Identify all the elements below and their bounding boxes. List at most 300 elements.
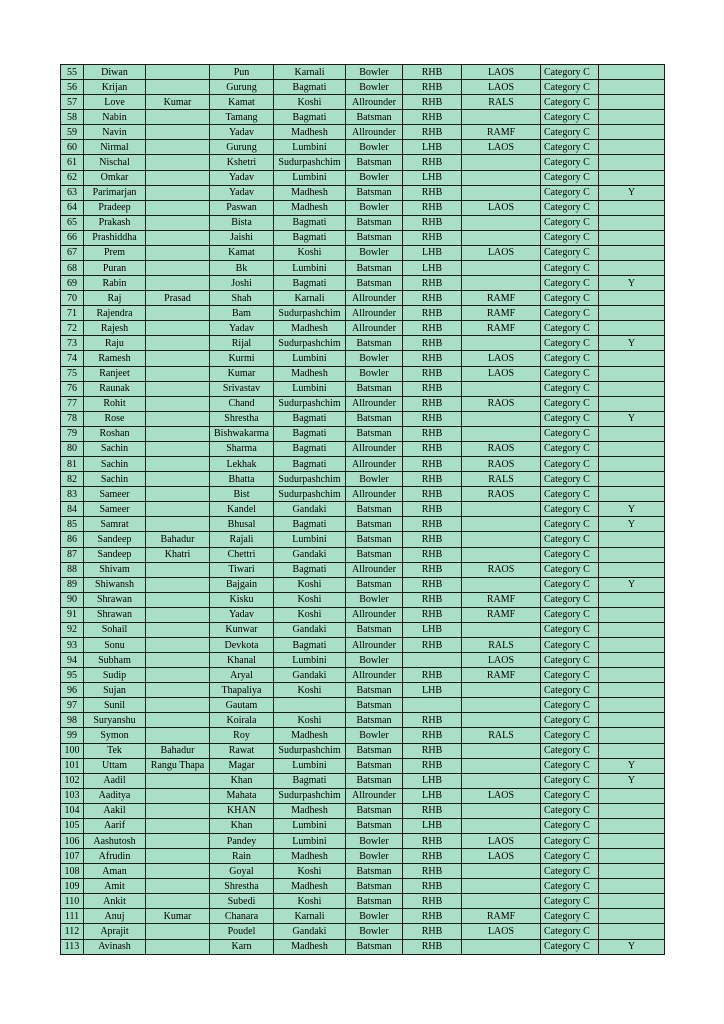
cell-no: 80 xyxy=(61,441,84,456)
cell-first-name: Diwan xyxy=(84,65,146,80)
cell-no: 66 xyxy=(61,230,84,245)
cell-category: Category C xyxy=(541,170,599,185)
cell-last-name: Tiwari xyxy=(210,562,274,577)
cell-batting: LHB xyxy=(403,261,462,276)
cell-flag xyxy=(599,653,665,668)
cell-no: 63 xyxy=(61,185,84,200)
cell-province: Koshi xyxy=(274,95,346,110)
cell-last-name: Bishwakarma xyxy=(210,426,274,441)
cell-first-name: Aakil xyxy=(84,803,146,818)
cell-first-name: Amit xyxy=(84,879,146,894)
cell-bowling: LAOS xyxy=(462,80,541,95)
cell-role: Allrounder xyxy=(346,668,403,683)
cell-batting: RHB xyxy=(403,894,462,909)
table-row xyxy=(61,170,665,185)
cell-no: 74 xyxy=(61,351,84,366)
cell-batting: RHB xyxy=(403,185,462,200)
cell-first-name: Symon xyxy=(84,728,146,743)
cell-bowling xyxy=(462,547,541,562)
cell-last-name: Devkota xyxy=(210,637,274,652)
cell-category: Category C xyxy=(541,833,599,848)
cell-flag xyxy=(599,532,665,547)
cell-province: Lumbini xyxy=(274,261,346,276)
cell-first-name: Parimarjan xyxy=(84,185,146,200)
cell-middle-name xyxy=(146,65,210,80)
cell-flag xyxy=(599,306,665,321)
cell-middle-name xyxy=(146,637,210,652)
cell-last-name: Aryal xyxy=(210,668,274,683)
cell-no: 98 xyxy=(61,713,84,728)
cell-bowling: RAOS xyxy=(462,396,541,411)
player-list-body xyxy=(61,65,665,955)
cell-bowling xyxy=(462,864,541,879)
cell-province: Madhesh xyxy=(274,879,346,894)
cell-no: 76 xyxy=(61,381,84,396)
cell-flag xyxy=(599,683,665,698)
cell-batting: LHB xyxy=(403,788,462,803)
table-row xyxy=(61,245,665,260)
cell-first-name: Rose xyxy=(84,411,146,426)
cell-category: Category C xyxy=(541,939,599,954)
cell-province: Lumbini xyxy=(274,140,346,155)
cell-role: Bowler xyxy=(346,472,403,487)
cell-no: 82 xyxy=(61,472,84,487)
cell-middle-name xyxy=(146,351,210,366)
cell-role: Bowler xyxy=(346,592,403,607)
cell-flag: Y xyxy=(599,276,665,291)
cell-last-name: Kurmi xyxy=(210,351,274,366)
cell-role: Allrounder xyxy=(346,788,403,803)
cell-flag xyxy=(599,743,665,758)
cell-bowling xyxy=(462,622,541,637)
cell-role: Allrounder xyxy=(346,321,403,336)
cell-last-name: Shah xyxy=(210,291,274,306)
cell-role: Batsman xyxy=(346,276,403,291)
table-row xyxy=(61,864,665,879)
cell-role: Bowler xyxy=(346,65,403,80)
cell-bowling xyxy=(462,532,541,547)
table-row xyxy=(61,411,665,426)
cell-last-name: KHAN xyxy=(210,803,274,818)
cell-province: Gandaki xyxy=(274,502,346,517)
cell-bowling: LAOS xyxy=(462,788,541,803)
cell-flag xyxy=(599,924,665,939)
cell-category: Category C xyxy=(541,592,599,607)
cell-flag xyxy=(599,864,665,879)
cell-province: Bagmati xyxy=(274,517,346,532)
cell-bowling: RAMF xyxy=(462,909,541,924)
cell-batting: RHB xyxy=(403,306,462,321)
cell-bowling: RALS xyxy=(462,637,541,652)
cell-middle-name xyxy=(146,170,210,185)
cell-bowling xyxy=(462,894,541,909)
cell-bowling: LAOS xyxy=(462,366,541,381)
cell-bowling: LAOS xyxy=(462,924,541,939)
cell-role: Batsman xyxy=(346,411,403,426)
cell-first-name: Aarif xyxy=(84,818,146,833)
cell-middle-name: Kumar xyxy=(146,909,210,924)
table-row xyxy=(61,653,665,668)
cell-first-name: Sachin xyxy=(84,441,146,456)
cell-batting: RHB xyxy=(403,758,462,773)
cell-bowling: LAOS xyxy=(462,849,541,864)
cell-batting: RHB xyxy=(403,864,462,879)
cell-role: Batsman xyxy=(346,803,403,818)
cell-role: Batsman xyxy=(346,547,403,562)
cell-middle-name xyxy=(146,487,210,502)
cell-batting: RHB xyxy=(403,743,462,758)
cell-middle-name xyxy=(146,245,210,260)
cell-bowling xyxy=(462,230,541,245)
cell-last-name: Shrestha xyxy=(210,411,274,426)
cell-category: Category C xyxy=(541,155,599,170)
cell-flag xyxy=(599,637,665,652)
cell-last-name: Kamat xyxy=(210,95,274,110)
cell-first-name: Sohail xyxy=(84,622,146,637)
cell-bowling xyxy=(462,155,541,170)
cell-bowling xyxy=(462,743,541,758)
cell-last-name: Kamat xyxy=(210,245,274,260)
cell-batting: LHB xyxy=(403,683,462,698)
cell-batting: RHB xyxy=(403,577,462,592)
cell-category: Category C xyxy=(541,80,599,95)
cell-middle-name xyxy=(146,110,210,125)
cell-last-name: Yadav xyxy=(210,321,274,336)
cell-batting xyxy=(403,653,462,668)
cell-batting: RHB xyxy=(403,833,462,848)
cell-last-name: Khanal xyxy=(210,653,274,668)
table-row xyxy=(61,291,665,306)
cell-flag xyxy=(599,170,665,185)
cell-last-name: Srivastav xyxy=(210,381,274,396)
cell-last-name: Jaishi xyxy=(210,230,274,245)
cell-middle-name xyxy=(146,894,210,909)
cell-role: Batsman xyxy=(346,879,403,894)
cell-first-name: Sonu xyxy=(84,637,146,652)
table-row xyxy=(61,65,665,80)
cell-first-name: Aadil xyxy=(84,773,146,788)
cell-province: Gandaki xyxy=(274,547,346,562)
cell-province: Madhesh xyxy=(274,366,346,381)
cell-middle-name xyxy=(146,125,210,140)
cell-role: Bowler xyxy=(346,140,403,155)
cell-flag xyxy=(599,818,665,833)
cell-flag xyxy=(599,728,665,743)
cell-role: Bowler xyxy=(346,653,403,668)
cell-middle-name xyxy=(146,200,210,215)
table-row xyxy=(61,924,665,939)
cell-last-name: Pun xyxy=(210,65,274,80)
cell-role: Batsman xyxy=(346,230,403,245)
cell-bowling: RALS xyxy=(462,95,541,110)
cell-flag xyxy=(599,788,665,803)
cell-category: Category C xyxy=(541,426,599,441)
table-row xyxy=(61,215,665,230)
cell-middle-name xyxy=(146,276,210,291)
cell-flag xyxy=(599,261,665,276)
cell-first-name: Sachin xyxy=(84,472,146,487)
cell-flag xyxy=(599,426,665,441)
cell-first-name: Prem xyxy=(84,245,146,260)
table-row xyxy=(61,909,665,924)
cell-category: Category C xyxy=(541,321,599,336)
cell-category: Category C xyxy=(541,698,599,713)
cell-province xyxy=(274,698,346,713)
table-row xyxy=(61,230,665,245)
cell-category: Category C xyxy=(541,864,599,879)
cell-category: Category C xyxy=(541,457,599,472)
cell-province: Karnali xyxy=(274,909,346,924)
cell-last-name: Gurung xyxy=(210,80,274,95)
cell-batting: RHB xyxy=(403,366,462,381)
cell-middle-name: Khatri xyxy=(146,547,210,562)
cell-flag xyxy=(599,245,665,260)
cell-no: 73 xyxy=(61,336,84,351)
cell-first-name: Shivam xyxy=(84,562,146,577)
cell-bowling: LAOS xyxy=(462,245,541,260)
cell-bowling xyxy=(462,713,541,728)
cell-province: Koshi xyxy=(274,683,346,698)
cell-batting: RHB xyxy=(403,215,462,230)
cell-role: Batsman xyxy=(346,185,403,200)
cell-no: 111 xyxy=(61,909,84,924)
cell-last-name: Bhusal xyxy=(210,517,274,532)
cell-no: 85 xyxy=(61,517,84,532)
cell-no: 84 xyxy=(61,502,84,517)
cell-no: 55 xyxy=(61,65,84,80)
cell-first-name: Sameer xyxy=(84,502,146,517)
cell-last-name: Bk xyxy=(210,261,274,276)
cell-role: Batsman xyxy=(346,864,403,879)
cell-role: Batsman xyxy=(346,110,403,125)
cell-category: Category C xyxy=(541,381,599,396)
cell-province: Koshi xyxy=(274,894,346,909)
cell-category: Category C xyxy=(541,441,599,456)
cell-no: 77 xyxy=(61,396,84,411)
table-row xyxy=(61,622,665,637)
table-row xyxy=(61,487,665,502)
cell-batting: RHB xyxy=(403,396,462,411)
cell-role: Batsman xyxy=(346,939,403,954)
cell-no: 103 xyxy=(61,788,84,803)
cell-flag xyxy=(599,713,665,728)
cell-no: 75 xyxy=(61,366,84,381)
cell-last-name: Rijal xyxy=(210,336,274,351)
cell-province: Gandaki xyxy=(274,622,346,637)
cell-bowling xyxy=(462,215,541,230)
table-row xyxy=(61,261,665,276)
cell-no: 57 xyxy=(61,95,84,110)
cell-last-name: Rain xyxy=(210,849,274,864)
cell-province: Koshi xyxy=(274,577,346,592)
cell-province: Bagmati xyxy=(274,230,346,245)
table-row xyxy=(61,668,665,683)
cell-role: Allrounder xyxy=(346,637,403,652)
table-row xyxy=(61,321,665,336)
cell-batting: RHB xyxy=(403,713,462,728)
cell-first-name: Rohit xyxy=(84,396,146,411)
cell-bowling xyxy=(462,170,541,185)
cell-middle-name xyxy=(146,381,210,396)
cell-bowling xyxy=(462,276,541,291)
cell-middle-name xyxy=(146,185,210,200)
cell-first-name: Ranjeet xyxy=(84,366,146,381)
cell-province: Lumbini xyxy=(274,818,346,833)
cell-category: Category C xyxy=(541,547,599,562)
cell-middle-name xyxy=(146,80,210,95)
cell-province: Madhesh xyxy=(274,185,346,200)
cell-batting: RHB xyxy=(403,803,462,818)
cell-batting: RHB xyxy=(403,110,462,125)
cell-middle-name: Prasad xyxy=(146,291,210,306)
cell-category: Category C xyxy=(541,502,599,517)
cell-last-name: Magar xyxy=(210,758,274,773)
cell-no: 112 xyxy=(61,924,84,939)
cell-middle-name xyxy=(146,140,210,155)
cell-middle-name xyxy=(146,215,210,230)
cell-batting: RHB xyxy=(403,351,462,366)
cell-category: Category C xyxy=(541,924,599,939)
table-row xyxy=(61,698,665,713)
cell-flag xyxy=(599,366,665,381)
cell-role: Batsman xyxy=(346,743,403,758)
cell-first-name: Sachin xyxy=(84,457,146,472)
cell-bowling: RAOS xyxy=(462,441,541,456)
cell-middle-name xyxy=(146,833,210,848)
table-row xyxy=(61,713,665,728)
cell-first-name: Sujan xyxy=(84,683,146,698)
cell-last-name: Pandey xyxy=(210,833,274,848)
cell-bowling: RAMF xyxy=(462,291,541,306)
cell-bowling: RAMF xyxy=(462,125,541,140)
cell-no: 110 xyxy=(61,894,84,909)
cell-first-name: Shiwansh xyxy=(84,577,146,592)
cell-bowling: RAMF xyxy=(462,607,541,622)
cell-batting: LHB xyxy=(403,818,462,833)
table-row xyxy=(61,185,665,200)
cell-no: 105 xyxy=(61,818,84,833)
cell-last-name: Kumar xyxy=(210,366,274,381)
player-list-table xyxy=(60,64,665,955)
cell-batting: RHB xyxy=(403,502,462,517)
cell-middle-name xyxy=(146,698,210,713)
cell-middle-name xyxy=(146,864,210,879)
cell-middle-name xyxy=(146,396,210,411)
cell-role: Allrounder xyxy=(346,125,403,140)
cell-no: 99 xyxy=(61,728,84,743)
cell-role: Allrounder xyxy=(346,306,403,321)
cell-bowling: LAOS xyxy=(462,200,541,215)
cell-no: 95 xyxy=(61,668,84,683)
cell-batting: RHB xyxy=(403,95,462,110)
cell-batting: RHB xyxy=(403,441,462,456)
cell-category: Category C xyxy=(541,788,599,803)
cell-last-name: Koirala xyxy=(210,713,274,728)
cell-flag: Y xyxy=(599,517,665,532)
cell-batting: RHB xyxy=(403,80,462,95)
cell-bowling xyxy=(462,879,541,894)
table-row xyxy=(61,517,665,532)
cell-last-name: Khan xyxy=(210,818,274,833)
cell-province: Bagmati xyxy=(274,110,346,125)
cell-province: Lumbini xyxy=(274,532,346,547)
cell-flag xyxy=(599,441,665,456)
cell-first-name: Rajesh xyxy=(84,321,146,336)
cell-middle-name: Bahadur xyxy=(146,743,210,758)
cell-flag xyxy=(599,230,665,245)
cell-batting: RHB xyxy=(403,381,462,396)
cell-last-name: Bam xyxy=(210,306,274,321)
cell-batting: RHB xyxy=(403,939,462,954)
cell-bowling: RALS xyxy=(462,472,541,487)
cell-no: 96 xyxy=(61,683,84,698)
cell-first-name: Krijan xyxy=(84,80,146,95)
cell-middle-name xyxy=(146,668,210,683)
cell-flag xyxy=(599,668,665,683)
cell-batting: LHB xyxy=(403,773,462,788)
cell-no: 69 xyxy=(61,276,84,291)
cell-bowling: RAMF xyxy=(462,592,541,607)
cell-first-name: Omkar xyxy=(84,170,146,185)
cell-no: 60 xyxy=(61,140,84,155)
table-row xyxy=(61,939,665,954)
cell-no: 72 xyxy=(61,321,84,336)
cell-category: Category C xyxy=(541,773,599,788)
cell-role: Allrounder xyxy=(346,457,403,472)
cell-last-name: Chettri xyxy=(210,547,274,562)
cell-province: Gandaki xyxy=(274,668,346,683)
cell-first-name: Aashutosh xyxy=(84,833,146,848)
cell-province: Sudurpashchim xyxy=(274,743,346,758)
cell-flag xyxy=(599,110,665,125)
cell-first-name: Ankit xyxy=(84,894,146,909)
cell-bowling: RAOS xyxy=(462,487,541,502)
cell-category: Category C xyxy=(541,909,599,924)
table-row xyxy=(61,532,665,547)
cell-province: Madhesh xyxy=(274,200,346,215)
cell-no: 58 xyxy=(61,110,84,125)
cell-flag: Y xyxy=(599,502,665,517)
cell-category: Category C xyxy=(541,562,599,577)
cell-category: Category C xyxy=(541,125,599,140)
cell-last-name: Thapaliya xyxy=(210,683,274,698)
cell-batting: RHB xyxy=(403,924,462,939)
table-row xyxy=(61,110,665,125)
table-row xyxy=(61,803,665,818)
cell-bowling xyxy=(462,381,541,396)
table-row xyxy=(61,200,665,215)
cell-first-name: Nirmal xyxy=(84,140,146,155)
cell-flag xyxy=(599,155,665,170)
cell-middle-name xyxy=(146,441,210,456)
cell-last-name: Bajgain xyxy=(210,577,274,592)
cell-role: Allrounder xyxy=(346,441,403,456)
table-row xyxy=(61,95,665,110)
table-row xyxy=(61,426,665,441)
cell-no: 108 xyxy=(61,864,84,879)
cell-province: Koshi xyxy=(274,607,346,622)
cell-middle-name xyxy=(146,592,210,607)
cell-first-name: Raju xyxy=(84,336,146,351)
cell-last-name: Chand xyxy=(210,396,274,411)
cell-no: 87 xyxy=(61,547,84,562)
cell-middle-name xyxy=(146,155,210,170)
cell-no: 94 xyxy=(61,653,84,668)
cell-category: Category C xyxy=(541,245,599,260)
cell-category: Category C xyxy=(541,894,599,909)
cell-last-name: Bist xyxy=(210,487,274,502)
cell-role: Bowler xyxy=(346,909,403,924)
